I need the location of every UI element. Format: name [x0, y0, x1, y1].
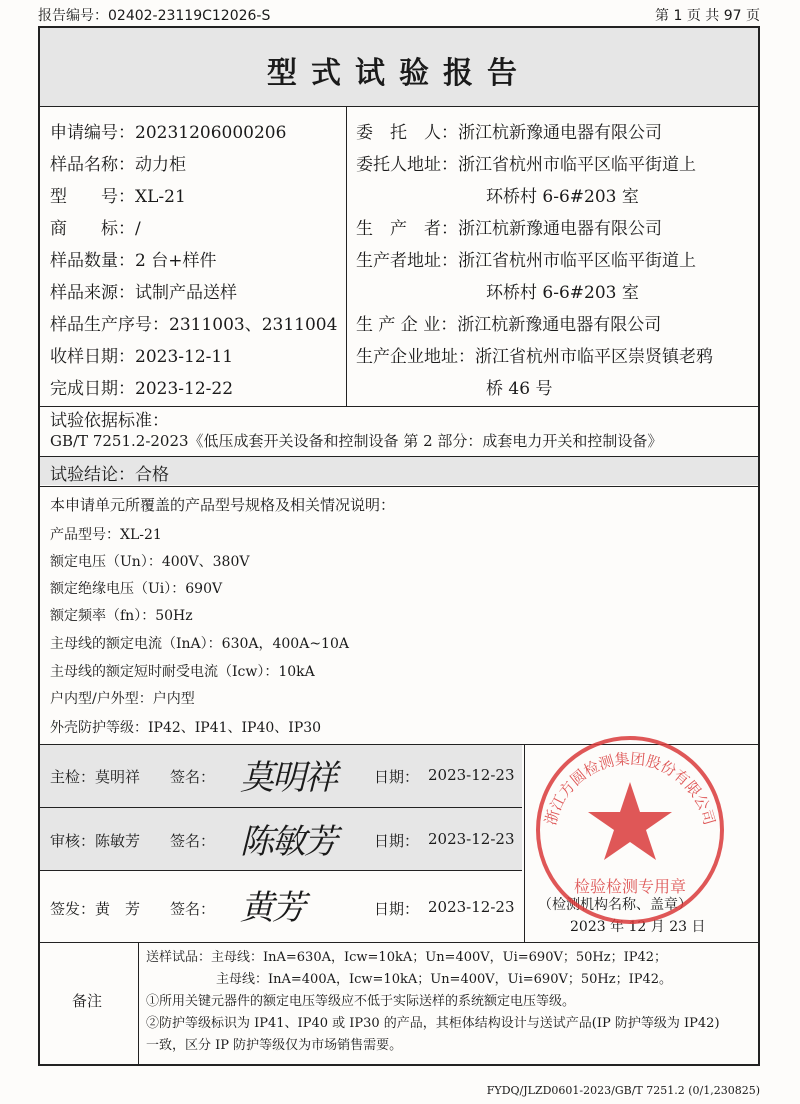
factory: 生 产 企 业：浙江杭新豫通电器有限公司 [356, 315, 662, 335]
form-code: FYDQ/JLZD0601-2023/GB/T 7251.2 (0/1,230825) [486, 1084, 760, 1097]
reviewer-signature: 陈敏芳 [240, 822, 336, 862]
client-address: 委托人地址：浙江省杭州市临平区临平街道上 [356, 155, 696, 175]
inspector: 主检：莫明祥 [50, 768, 141, 786]
stamp-date: 2023 年 12 月 23 日 [570, 919, 706, 935]
report-number: 报告编号：02402-23119C12026-S [38, 8, 271, 24]
trademark: 商 标：/ [50, 219, 141, 239]
spec-line: 主母线的额定电流（InA）：630A，400A~10A [50, 636, 349, 652]
remark-line: ②防护等级标识为 IP41、IP40 或 IP30 的产品，其柜体结构设计与送试产品(IP 防护等级为 IP42) [146, 1016, 720, 1031]
seal-ring-text: 浙江方圆检测集团股份有限公司 [541, 749, 719, 828]
sample-name: 样品名称：动力柜 [50, 155, 186, 175]
seal-inner-text: 检验检测专用章 [573, 877, 687, 896]
inspector-signature: 莫明祥 [240, 758, 336, 798]
date-label: 日期： [374, 832, 420, 850]
received-date: 收样日期：2023-12-11 [50, 347, 234, 367]
conclusion: 试验结论：合格 [50, 465, 169, 485]
reviewer-date: 2023-12-23 [428, 830, 515, 848]
sample-source: 样品来源：试制产品送样 [50, 283, 237, 303]
date-label: 日期： [374, 900, 420, 918]
spec-line: 额定绝缘电压（Ui）：690V [50, 581, 223, 597]
remark-line: 送样试品：主母线：InA=630A，Icw=10kA；Un=400V，Ui=690V；50Hz；IP42； [146, 950, 668, 965]
remark-line: 主母线：InA=400A，Icw=10kA；Un=400V，Ui=690V；50Hz；IP42。 [216, 972, 673, 987]
report-header [38, 0, 760, 26]
sign-label: 签名： [170, 768, 216, 786]
date-label: 日期： [374, 768, 420, 786]
reviewer: 审核：陈敏芳 [50, 832, 141, 850]
client: 委 托 人：浙江杭新豫通电器有限公司 [356, 123, 662, 143]
inspection-seal [530, 730, 730, 930]
remark-line: ①所用关键元器件的额定电压等级应不低于实际送样的系统额定电压等级。 [146, 994, 576, 1009]
issuer: 签发：黄 芳 [50, 900, 141, 918]
spec-line: 产品型号：XL-21 [50, 527, 162, 543]
spec-line: 额定频率（fn）：50Hz [50, 608, 193, 624]
model: 型 号：XL-21 [50, 187, 186, 207]
sample-quantity: 样品数量：2 台+样件 [50, 251, 217, 271]
completed-date: 完成日期：2023-12-22 [50, 379, 234, 399]
spec-line: 主母线的额定短时耐受电流（Icw）：10kA [50, 664, 315, 680]
stamp-caption: （检测机构名称、盖章） [538, 897, 692, 913]
remarks-label: 备注 [72, 992, 103, 1010]
producer: 生 产 者：浙江杭新豫通电器有限公司 [356, 219, 662, 239]
specs-intro: 本申请单元所覆盖的产品型号规格及相关情况说明： [50, 496, 396, 514]
spec-line: 户内型/户外型：户内型 [50, 691, 195, 707]
sample-serial: 样品生产序号：2311003、2311004 [50, 315, 338, 335]
seal-star-icon [588, 782, 672, 860]
page-indicator: 第 1 页 共 97 页 [655, 8, 760, 24]
factory-address-line2: 桥 46 号 [486, 379, 553, 399]
factory-address: 生产企业地址：浙江省杭州市临平区崇贤镇老鸦 [356, 347, 713, 367]
report-title: 型式试验报告 [267, 56, 531, 91]
issuer-date: 2023-12-23 [428, 898, 515, 916]
spec-line: 额定电压（Un）：400V、380V [50, 554, 250, 570]
sign-label: 签名： [170, 900, 216, 918]
producer-address: 生产者地址：浙江省杭州市临平区临平街道上 [356, 251, 696, 271]
standard-label: 试验依据标准： [50, 411, 169, 431]
inspector-date: 2023-12-23 [428, 766, 515, 784]
producer-address-line2: 环桥村 6-6#203 室 [486, 283, 639, 303]
remark-line: 一致，区分 IP 防护等级仅为市场销售需要。 [146, 1038, 403, 1053]
application-no: 申请编号：20231206000206 [50, 123, 287, 143]
spec-line: 外壳防护等级：IP42、IP41、IP40、IP30 [50, 720, 322, 736]
standard-value: GB/T 7251.2-2023《低压成套开关设备和控制设备 第 2 部分：成套电力开关和控制设备》 [50, 432, 663, 450]
client-address-line2: 环桥村 6-6#203 室 [486, 187, 639, 207]
sign-label: 签名： [170, 832, 216, 850]
issuer-signature: 黄芳 [240, 888, 304, 928]
